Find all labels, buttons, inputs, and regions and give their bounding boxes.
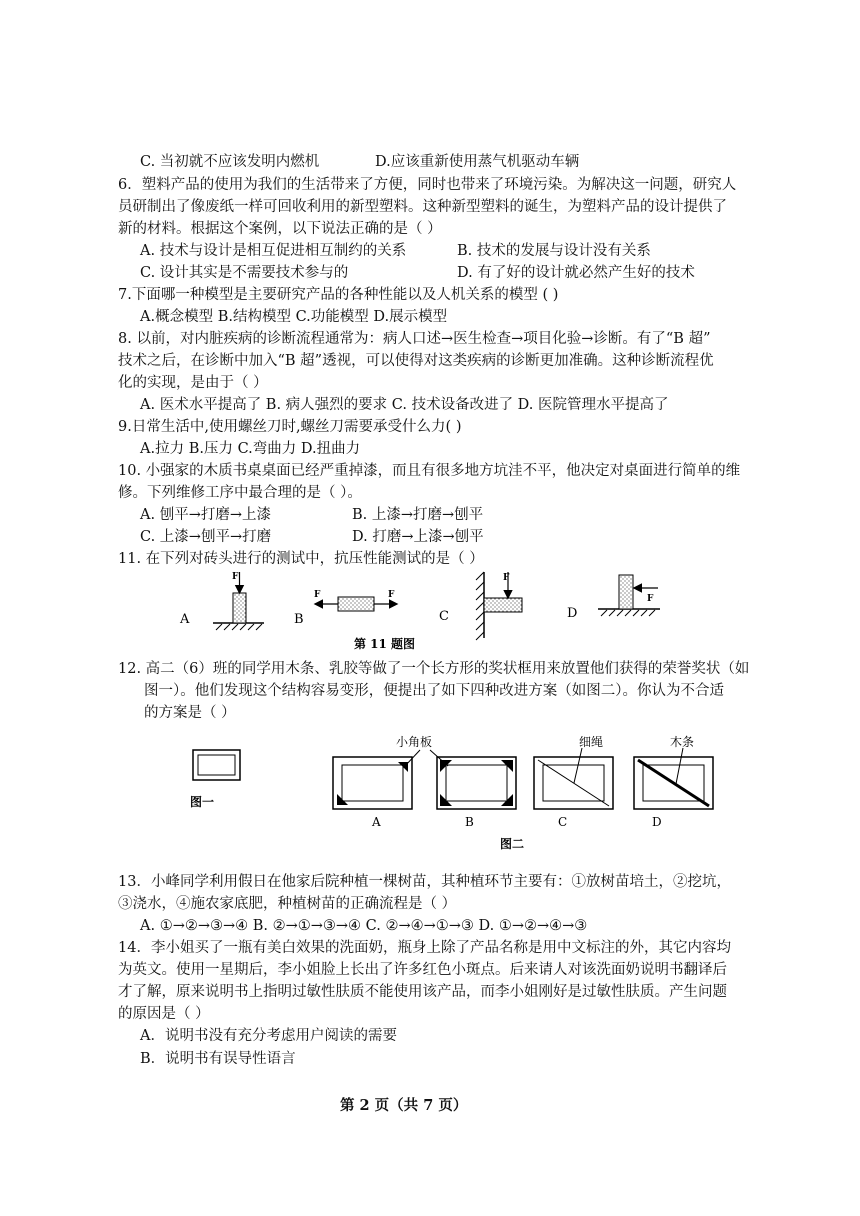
q12-fig1-caption: 图一 xyxy=(190,795,215,809)
q12-frame-b xyxy=(437,757,516,809)
q6-option-d: D. 有了好的设计就必然产生好的技术 xyxy=(457,265,695,281)
q11-force-b-left: F xyxy=(314,590,321,600)
q6-option-a: A. 技术与设计是相互促进相互制约的关系 xyxy=(140,243,407,259)
q13-stem-line1: 13．小峰同学利用假日在他家后院种植一棵树苗，其种植环节主要有：①放树苗培土，②挖坑， xyxy=(118,874,731,890)
q13-stem-line2: ③浇水，④施农家底肥，种植树苗的正确流程是（ ） xyxy=(118,896,457,912)
q8-stem-line1: 8. 以前，对内脏疾病的诊断流程通常为：病人口述→医生检查→项目化验→诊断。有了“B 超” xyxy=(118,331,711,347)
q6-option-c: C. 设计其实是不需要技术参与的 xyxy=(140,265,349,281)
q11-force-b-right: F xyxy=(388,590,395,600)
q14-stem-line1: 14．李小姐买了一瓶有美白效果的洗面奶，瓶身上除了产品名称是用中文标注的外，其它内容均 xyxy=(118,940,731,956)
q7-stem: 7.下面哪一种模型是主要研究产品的各种性能以及人机关系的模型 ( ) xyxy=(118,287,559,303)
q11-fig-c xyxy=(476,572,522,640)
q11-label-c: C xyxy=(439,609,449,624)
q12-figure-one xyxy=(193,750,240,780)
q12-stem-line3: 的方案是（ ） xyxy=(144,705,236,721)
q14-stem-line2: 为英文。使用一星期后，李小姐脸上长出了许多红色小斑点。后来请人对该洗面奶说明书翻译后 xyxy=(118,962,727,978)
q6-stem-line3: 新的材料。根据这个案例，以下说法正确的是（ ） xyxy=(118,221,442,237)
q11-label-b: B xyxy=(294,612,304,627)
q11-force-d: F xyxy=(647,594,654,604)
q10-option-c: C. 上漆→刨平→打磨 xyxy=(140,529,272,545)
q14-option-a: A．说明书没有充分考虑用户阅读的需要 xyxy=(140,1028,397,1044)
q10-option-d: D. 打磨→上漆→刨平 xyxy=(352,529,484,545)
q12-fig2-caption: 图二 xyxy=(500,837,525,851)
q11-stem: 11. 在下列对砖头进行的测试中，抗压性能测试的是（ ） xyxy=(118,551,484,567)
q11-label-a: A xyxy=(180,612,190,627)
q12-stem-line1: 12. 高二（6）班的同学用木条、乳胶等做了一个长方形的奖状框用来放置他们获得的荣誉奖状（如 xyxy=(118,661,750,677)
q11-label-d: D xyxy=(567,606,578,621)
q11-force-c: F xyxy=(503,573,510,583)
q8-stem-line3: 化的实现，是由于（ ） xyxy=(118,375,268,391)
q14-stem-line3: 才了解，原来说明书上指明过敏性肤质不能使用该产品，而李小姐刚好是过敏性肤质。产生问题 xyxy=(118,984,727,1000)
q12-label-wood: 木条 xyxy=(670,735,695,749)
q6-stem-line1: 6．塑料产品的使用为我们的生活带来了方便，同时也带来了环境污染。为解决这一问题，研究人 xyxy=(118,177,737,193)
q10-stem-line2: 修。下列维修工序中最合理的是（ ）。 xyxy=(118,485,362,501)
page-footer: 第 2 页（共 7 页） xyxy=(340,1097,468,1114)
q11-fig-a xyxy=(213,572,264,630)
q14-stem-line4: 的原因是（ ） xyxy=(118,1006,210,1022)
q5-option-c: C. 当初就不应该发明内燃机 xyxy=(140,154,320,170)
q12-stem-line2: 图一）。他们发现这个结构容易变形，便提出了如下四种改进方案（如图二）。你认为不合适 xyxy=(144,683,724,699)
q6-stem-line2: 员研制出了像废纸一样可回收利用的新型塑料。这种新型塑料的诞生，为塑料产品的设计提供了 xyxy=(118,199,727,215)
q8-stem-line2: 技术之后，在诊断中加入“B 超”透视，可以使得对这类疾病的诊断更加准确。这种诊断流程优 xyxy=(118,353,714,369)
q7-options: A.概念模型 B.结构模型 C.功能模型 D.展示模型 xyxy=(140,309,448,325)
q6-option-b: B. 技术的发展与设计没有关系 xyxy=(457,243,651,259)
q11-fig-b xyxy=(316,597,396,611)
q9-options: A.拉力 B.压力 C.弯曲力 D.扭曲力 xyxy=(140,441,361,457)
q10-stem-line1: 10. 小强家的木质书桌桌面已经严重掉漆，而且有很多地方坑洼不平，他决定对桌面进行简单的维 xyxy=(118,463,741,479)
q12-label-c: C xyxy=(558,815,568,829)
q5-option-d: D.应该重新使用蒸气机驱动车辆 xyxy=(375,154,580,170)
q12-label-d: D xyxy=(652,815,662,829)
q13-options: A. ①→②→③→④ B. ②→①→③→④ C. ②→④→①→③ D. ①→②→④→③ xyxy=(140,918,588,934)
q10-option-b: B. 上漆→打磨→刨平 xyxy=(352,507,484,523)
q12-frame-d xyxy=(634,757,713,809)
q11-caption: 第 11 题图 xyxy=(354,637,416,651)
q12-label-corner: 小角板 xyxy=(396,735,433,749)
q10-option-a: A. 刨平→打磨→上漆 xyxy=(140,507,271,523)
q11-force-a: F xyxy=(232,572,239,582)
q12-label-b: B xyxy=(465,815,474,829)
q9-stem: 9.日常生活中,使用螺丝刀时,螺丝刀需要承受什么力( ) xyxy=(118,419,462,435)
q8-options: A. 医术水平提高了 B. 病人强烈的要求 C. 技术设备改进了 D. 医院管理水平提高了 xyxy=(140,397,669,413)
q12-frame-a xyxy=(333,757,412,809)
q12-frame-c xyxy=(534,757,613,809)
q12-label-rope: 细绳 xyxy=(579,735,604,749)
q14-option-b: B．说明书有误导性语言 xyxy=(140,1051,296,1067)
q12-label-a: A xyxy=(372,815,381,829)
